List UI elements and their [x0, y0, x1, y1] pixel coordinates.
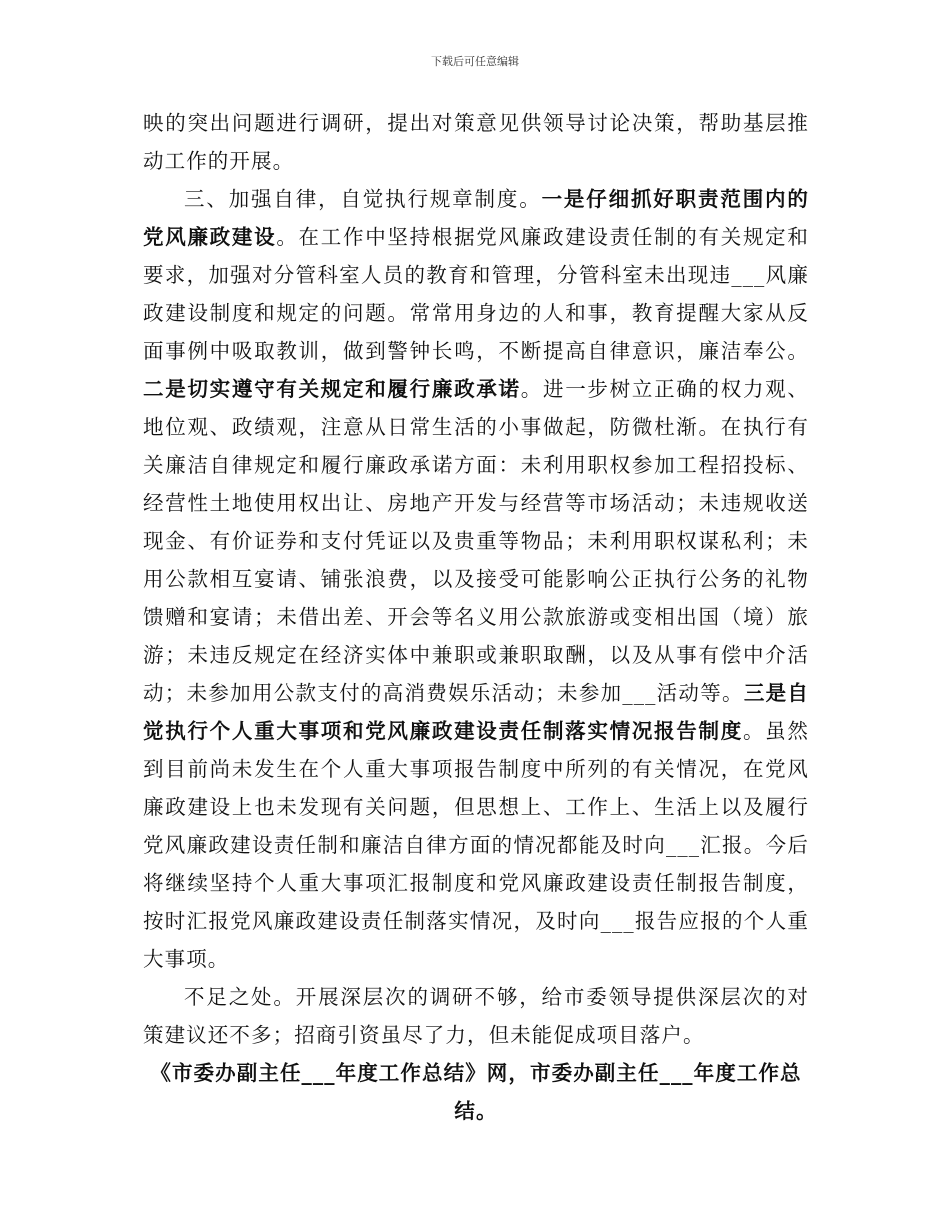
- page-header-note: 下载后可任意编辑: [431, 55, 519, 68]
- paragraph-3: 不足之处。开展深层次的调研不够，给市委领导提供深层次的对策建议还不多；招商引资虽尽了力，但未能促成项目落户。: [143, 985, 809, 1047]
- point-3-heading: 三是自觉执行个人重大事项和党风廉政建设责任制落实情况报告制度: [143, 681, 809, 743]
- point-1-text: 。在工作中坚持根据党风廉政建设责任制的有关规定和要求，加强对分管科室人员的教育和管理，分管科室未出现违___风廉政建设制度和规定的问题。常常用身边的人和事，教育提醒大家从反面事例中吸取教训，做到警钟长鸣，不断提高自律意识，廉洁奉公。: [143, 225, 809, 363]
- point-1-heading: 一是仔细抓好职责范围内的党风廉政建设: [143, 187, 809, 249]
- paragraph-2-lead: 三、加强自律，自觉执行规章制度。: [184, 187, 542, 211]
- point-2-heading: 二是切实遵守有关规定和履行廉政承诺: [143, 377, 521, 401]
- footer-title: 《市委办副主任___年度工作总结》网，市委办副主任___年度工作总结。: [150, 1061, 802, 1123]
- paragraph-1: 映的突出问题进行调研，提出对策意见供领导讨论决策，帮助基层推动工作的开展。: [143, 111, 809, 173]
- paragraph-2: [143, 180, 809, 978]
- point-2-text: 。进一步树立正确的权力观、地位观、政绩观，注意从日常生活的小事做起，防微杜渐。在执行有关廉洁自律规定和履行廉政承诺方面：未利用职权参加工程招投标、经营性土地使用权出让、房地产开发与经营等市场活动；未违规收送现金、有价证券和支付凭证以及贵重等物品；未利用职权谋私利；未用公款相互宴请、铺张浪费，以及接受可能影响公正执行公务的礼物馈赠和宴请；未借出差、开会等名义用公款旅游或变相出国（境）旅游；未违反规定在经济实体中兼职或兼职取酬，以及从事有偿中介活动；未参加用公款支付的高消费娱乐活动；未参加___活动等。: [143, 377, 809, 705]
- document-body: [143, 104, 809, 1130]
- point-3-text: 。虽然到目前尚未发生在个人重大事项报告制度中所列的有关情况，在党风廉政建设上也未发现有关问题，但思想上、工作上、生活上以及履行党风廉政建设责任制和廉洁自律方面的情况都能及时向___汇报。今后将继续坚持个人重大事项汇报制度和党风廉政建设责任制报告制度，按时汇报党风廉政建设责任制落实情况，及时向___报告应报的个人重大事项。: [143, 719, 809, 971]
